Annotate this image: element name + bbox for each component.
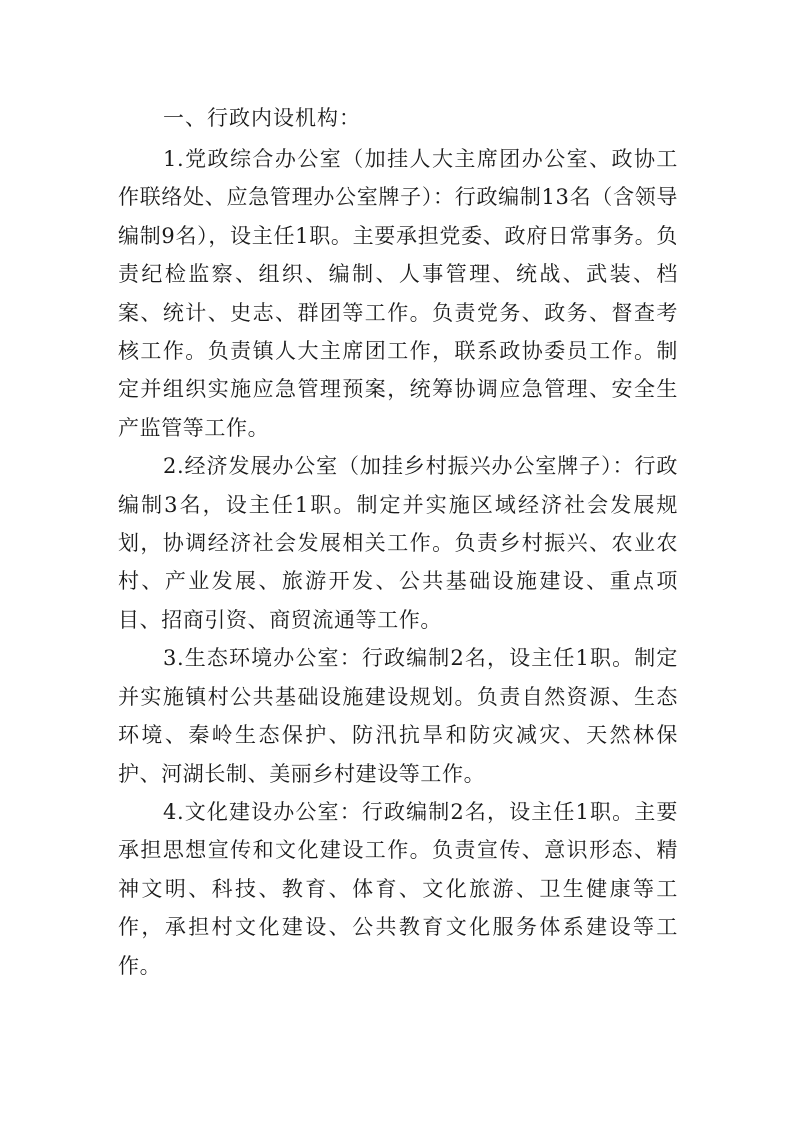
document-body xyxy=(118,140,678,985)
paragraph-ecological-environment-office: 3.生态环境办公室：行政编制2名，设主任1职。制定并实施镇村公共基础设施建设规划。负责自然资源、生态环境、秦岭生态保护、防汛抗旱和防灾减灾、天然林保护、河湖长制、美丽乡村建设等工作。 xyxy=(118,646,678,786)
paragraph-economic-development-office: 2.经济发展办公室（加挂乡村振兴办公室牌子）：行政编制3名，设主任1职。制定并实施区域经济社会发展规划，协调经济社会发展相关工作。负责乡村振兴、农业农村、产业发展、旅游开发、公共基础设施建设、重点项目、招商引资、商贸流通等工作。 xyxy=(118,454,678,632)
paragraph-party-government-office: 1.党政综合办公室（加挂人大主席团办公室、政协工作联络处、应急管理办公室牌子）：行政编制13名（含领导编制9名），设主任1职。主要承担党委、政府日常事务。负责纪检监察、组织、编制、人事管理、统战、武装、档案、统计、史志、群团等工作。负责党务、政务、督查考核工作。负责镇人大主席团工作，联系政协委员工作。制定并组织实施应急管理预案，统筹协调应急管理、安全生产监管等工作。 xyxy=(118,147,678,440)
section-heading: 一、行政内设机构： xyxy=(163,106,361,130)
paragraph-cultural-construction-office: 4.文化建设办公室：行政编制2名，设主任1职。主要承担思想宣传和文化建设工作。负责宣传、意识形态、精神文明、科技、教育、体育、文化旅游、卫生健康等工作，承担村文化建设、公共教育文化服务体系建设等工作。 xyxy=(118,799,678,978)
